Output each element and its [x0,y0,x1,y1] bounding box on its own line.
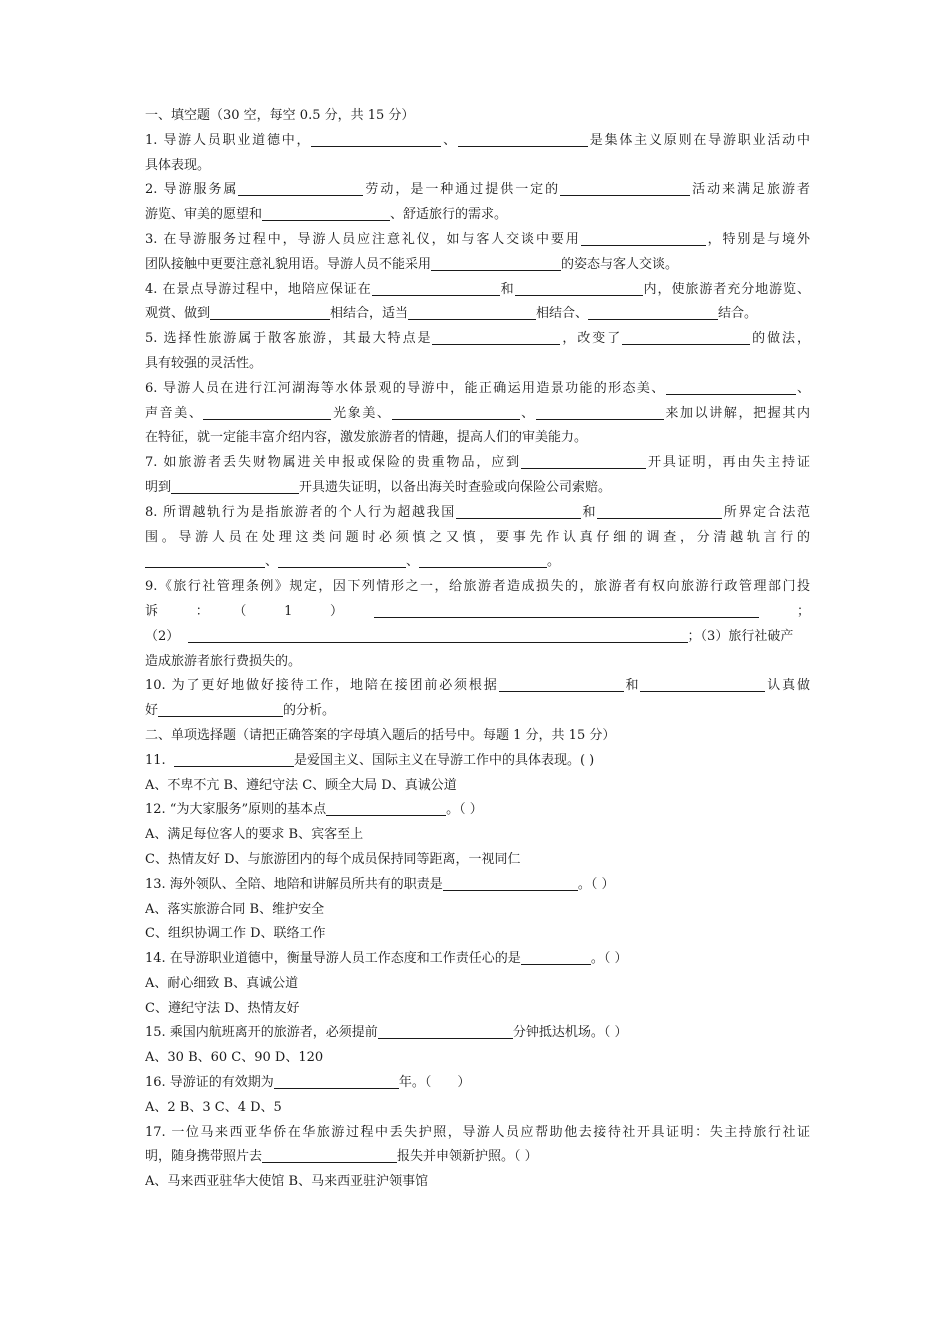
question-1-line-2: 具体表现。 [145,157,211,173]
q6-text-e: 、 [519,405,536,421]
q2-text-d: 游览、审美的愿望和 [145,207,263,223]
q13-text-a: 13. 海外领队、全陪、地陪和讲解员所共有的职责是 [145,876,443,892]
q14-text-b: 。（ ） [590,951,628,967]
q4-text-c: 内，使旅游者充分地游览、 [642,281,810,297]
q8-blank-4[interactable] [278,552,406,568]
question-10-line-2 [145,699,810,724]
question-9-line-1: 9.《旅行社管理条例》规定，因下列情形之一，给旅游者造成损失的，旅游者有权向旅游行政管理部门投 [145,579,810,595]
q3-text-a: 3. 在导游服务过程中，导游人员应注意礼仪，如与客人交谈中要用 [145,231,581,247]
q15-blank-1[interactable] [378,1023,513,1039]
q7-text-b: 开具证明，再由失主持证 [646,455,810,471]
section-header-fill-blank: 一、填空题（30 空，每空 0.5 分，共 15 分） [145,108,415,123]
q6-text-f: 来加以讲解，把握其内 [663,405,810,421]
q9-text-b: 诉 ： （ 1 ） [145,603,349,619]
q14-blank-1[interactable] [521,949,591,965]
q4-text-e: 相结合，适当 [330,306,409,322]
q2-blank-3[interactable] [262,205,390,221]
question-17-line-1: 17. 一位马来西亚华侨在华旅游过程中丢失护照，导游人员应帮助他去接待社开具证明：失主持旅行社证 [145,1124,810,1140]
q2-text-b: 劳动，是一种通过提供一定的 [363,182,561,198]
q8-blank-5[interactable] [419,552,547,568]
question-7-line-1 [145,451,810,476]
question-8-line-2: 围。导游人员在处理这类问题时必须慎之又慎，要事先作认真仔细的调查，分清越轨言行的 [145,529,810,545]
q13-text-b: 。（ ） [577,876,615,892]
q8-text-f: 、 [406,554,420,570]
q4-blank-1[interactable] [372,280,500,296]
q17-blank-1[interactable] [262,1147,397,1163]
q8-blank-1[interactable] [456,503,581,519]
question-13-options-2: C、组织协调工作 D、联络工作 [145,926,326,942]
q6-text-c: 声音美、 [145,405,204,421]
q17-text-b: 明，随身携带照片去 [145,1149,263,1165]
question-12-line-1 [145,798,810,823]
q12-text-a: 12. “为大家服务”原则的基本点 [145,802,327,818]
question-5-line-2: 具有较强的灵活性。 [145,355,263,371]
q15-text-b: 分钟抵达机场。（ ） [512,1025,628,1041]
q4-text-g: 结合。 [718,306,758,322]
question-12-options-1: A、满足每位客人的要求 B、宾客至上 [145,827,364,843]
q1-blank-1[interactable] [311,131,441,147]
q2-blank-1[interactable] [238,180,363,196]
question-6-line-1 [145,377,810,402]
question-14-line-1 [145,947,810,972]
question-3-line-1 [145,228,810,253]
q5-blank-2[interactable] [622,329,750,345]
question-5-line-1 [145,327,810,352]
q11-text-a: 11. [145,752,166,768]
question-12-options-2: C、热情友好 D、与旅游团内的每个成员保持同等距离，一视同仁 [145,851,521,867]
q7-blank-1[interactable] [521,453,646,469]
q8-text-a: 8. 所谓越轨行为是指旅游者的个人行为超越我国 [145,504,456,520]
question-1-line-1 [145,129,810,154]
question-7-line-2 [145,476,810,501]
q2-text-e: 、舒适旅行的需求。 [390,207,508,223]
q3-text-d: 的姿态与客人交谈。 [561,256,679,272]
q1-text-a: 1. 导游人员职业道德中， [145,132,312,148]
question-9-line-2 [145,600,810,625]
q7-text-c: 明到 [145,479,172,495]
q11-text-b: 是爱国主义、国际主义在导游工作中的具体表现。( ) [293,752,595,768]
q12-blank-1[interactable] [326,800,446,816]
q4-text-a: 4. 在景点导游过程中，地陪应保证在 [145,281,372,297]
q5-blank-1[interactable] [432,329,560,345]
question-13-options-1: A、落实旅游合同 B、维护安全 [145,901,325,917]
q7-blank-2[interactable] [171,478,299,494]
q4-text-b: 和 [499,281,515,297]
q2-text-c: 活动来满足旅游者 [690,182,810,198]
question-11-line-1 [145,749,810,774]
question-15-options: A、30 B、60 C、90 D、120 [145,1050,324,1066]
question-15-line-1 [145,1021,810,1046]
q7-text-d: 开具遗失证明，以备出海关时查验或向保险公司索赔。 [299,479,612,495]
q9-text-e: ；（3）旅行社破产 [687,628,794,644]
q9-blank-2[interactable] [188,627,688,643]
q3-blank-1[interactable] [581,230,706,246]
q10-text-e: 的分析。 [283,703,336,719]
q4-blank-3[interactable] [210,304,330,320]
q6-blank-3[interactable] [392,404,520,420]
q8-blank-2[interactable] [597,503,722,519]
q5-text-b: ，改变了 [560,331,623,347]
q8-text-b: 和 [580,504,598,520]
question-17-options: A、马来西亚驻华大使馆 B、马来西亚驻沪领事馆 [145,1174,429,1190]
q5-text-c: 的做法， [750,331,810,347]
q8-text-e: 、 [265,554,279,570]
q4-blank-2[interactable] [515,280,643,296]
q2-blank-2[interactable] [560,180,690,196]
q15-text-a: 15. 乘国内航班离开的旅游者，必须提前 [145,1025,378,1041]
question-16-options: A、2 B、3 C、4 D、5 [145,1099,282,1115]
q13-blank-1[interactable] [443,875,578,891]
q4-text-d: 观赏、做到 [145,306,211,322]
section-header-single-choice: 二、单项选择题（请把正确答案的字母填入题后的括号中。每题 1 分，共 15 分） [145,727,616,743]
q3-text-b: ，特别是与境外 [705,231,810,247]
q8-text-g: 。 [547,554,561,570]
q1-sep: 、 [441,132,458,148]
question-3-line-2 [145,253,810,278]
q16-text-a: 16. 导游证的有效期为 [145,1075,274,1091]
question-2-line-1 [145,178,810,203]
question-11-options: A、不卑不亢 B、遵纪守法 C、顾全大局 D、真诚公道 [145,777,457,793]
question-6-line-3: 在特征，就一定能丰富介绍内容，激发旅游者的情趣，提高人们的审美能力。 [145,430,588,446]
q6-text-d: 光象美、 [331,405,392,421]
q2-text-a: 2. 导游服务属 [145,182,239,198]
q12-text-b: 。（ ） [446,802,483,818]
q6-text-b: 、 [795,380,810,396]
question-8-line-3 [145,550,810,575]
q8-text-c: 所界定合法范 [722,504,810,520]
q10-text-c: 认真做 [765,678,810,694]
q5-text-a: 5. 选择性旅游属于散客旅游，其最大特点是 [145,331,433,347]
question-17-line-2 [145,1145,810,1170]
question-9-line-4: 造成旅游者旅行费损失的。 [145,653,302,669]
q6-text-a: 6. 导游人员在进行江河湖海等水体景观的导游中，能正确运用造景功能的形态美、 [145,380,666,396]
q10-blank-2[interactable] [640,676,765,692]
q8-blank-3[interactable] [145,552,265,568]
question-8-line-1 [145,501,810,526]
q11-blank-1[interactable] [174,751,294,767]
question-14-options-1: A、耐心细致 B、真诚公道 [145,975,299,991]
q10-text-d: 好 [145,703,159,719]
q14-text-a: 14. 在导游职业道德中，衡量导游人员工作态度和工作责任心的是 [145,951,521,967]
question-14-options-2: C、遵纪守法 D、热情友好 [145,1000,300,1016]
q4-text-f: 相结合、 [536,306,589,322]
exam-page [145,104,810,1195]
q6-blank-2[interactable] [203,404,331,420]
question-6-line-2 [145,402,810,427]
q10-blank-3[interactable] [158,701,283,717]
q3-blank-2[interactable] [431,255,561,271]
question-9-line-3 [145,625,810,650]
q9-text-c: ； [796,603,810,619]
q17-text-c: 报失并申领新护照。（ ） [397,1149,538,1165]
q10-text-a: 10. 为了更好地做好接待工作，地陪在接团前必须根据 [145,678,499,694]
q10-text-b: 和 [623,678,641,694]
question-2-line-2 [145,203,810,228]
q9-text-d: （2） [145,628,180,644]
question-4-line-1 [145,278,810,303]
question-4-line-2 [145,302,810,327]
q1-text-b: 是集体主义原则在导游职业活动中 [587,132,810,148]
q9-blank-1[interactable] [374,602,759,618]
q1-blank-2[interactable] [458,131,588,147]
question-13-line-1 [145,873,810,898]
question-10-line-1 [145,674,810,699]
q16-text-b: 年。（ ） [398,1075,471,1091]
q6-blank-1[interactable] [666,379,796,395]
q3-text-c: 团队接触中更要注意礼貌用语。导游人员不能采用 [145,256,432,272]
q10-blank-1[interactable] [499,676,624,692]
q16-blank-1[interactable] [274,1073,399,1089]
q7-text-a: 7. 如旅游者丢失财物属进关申报或保险的贵重物品，应到 [145,455,522,471]
q4-blank-5[interactable] [588,304,718,320]
q6-blank-4[interactable] [536,404,664,420]
question-16-line-1 [145,1071,810,1096]
q4-blank-4[interactable] [408,304,536,320]
